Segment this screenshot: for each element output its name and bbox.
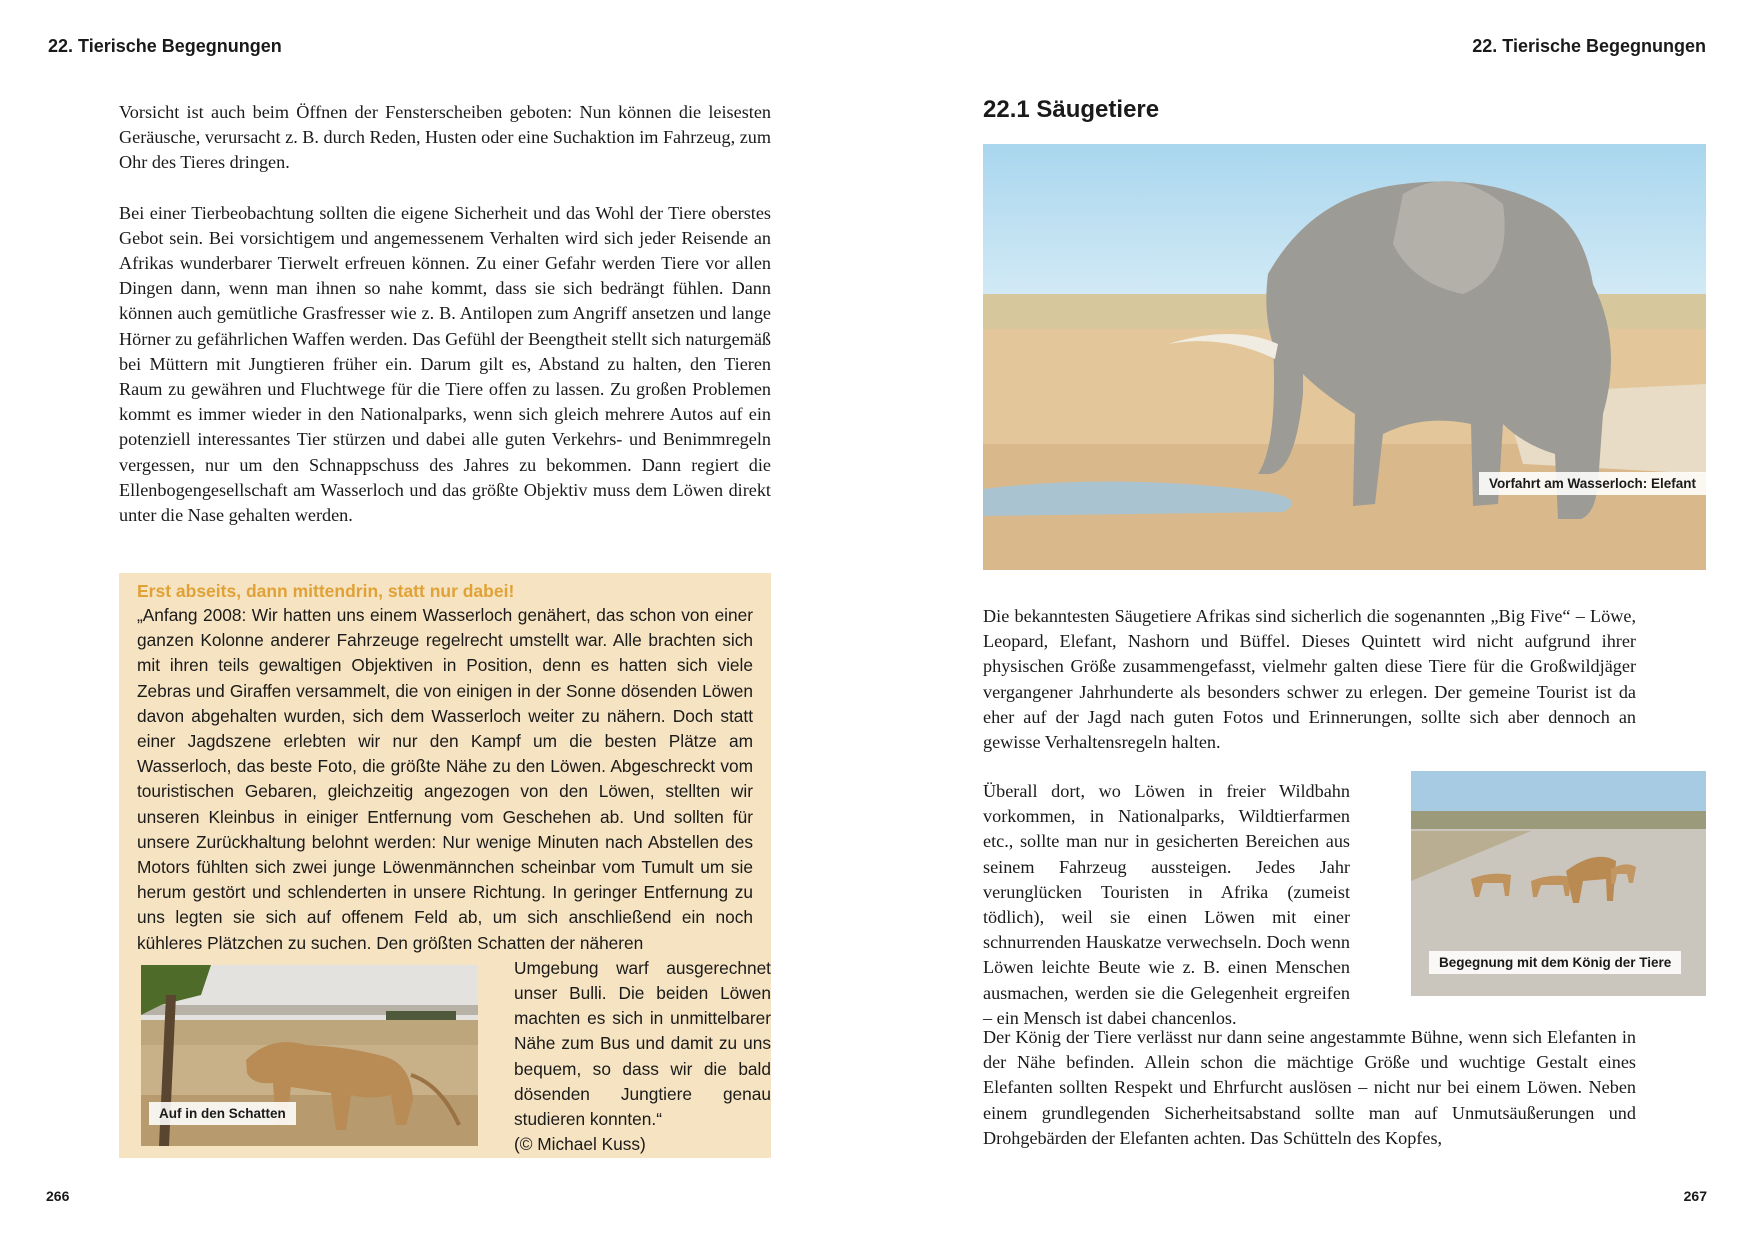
box-text: „Anfang 2008: Wir hatten uns einem Wasserloch genähert, das schon von einer ganzen Kolonne anderer Fahrzeuge regelrecht umstellt war. Alle brachten sich mit ihren teils gewaltigen Objektiven in Position, denn es hatten sich viele Zebras und Giraffen versammelt, die von einigen in der Sonne dösenden Löwen davon abgehalten wurden, sich dem Wasserloch weiter zu nähern. Doch statt einer Jagdszene erlebten wir nur den Kampf um die besten Plätze am Wasserloch, das beste Foto, die größte Nähe zu den Löwen. Abgeschreckt vom touristischen Gebaren, gleichzeitig angezogen von den Löwen, stellten wir unseren Kleinbus in einiger Entfernung vom Geschehen ab. Und sollten für unsere Zurückhaltung belohnt werden: Nur wenige Minuten nach Abstellen des Motors fühlten sich zwei junge Löwenmännchen scheinbar vom Tumult um sie herum gestört und schlenderten in unsere Richtung. In geringer Entfernung zu uns legten sie sich auf offenem Feld ab, um sich anschließend ein noch kühleres Plätzchen zu suchen. Den größten Schatten der näheren	[137, 605, 753, 953]
paragraph: Bei einer Tierbeobachtung sollten die eigene Sicherheit und das Wohl der Tiere oberstes Gebot sein. Bei vorsichtigem und angemessenem Verhalten wird sich jeder Reisende an Afrikas wunderbarer Tierwelt erfreuen können. Zu einer Gefahr werden Tiere vor allen Dingen dann, wenn man ihnen so nahe kommt, dass sie sich bedrängt fühlen. Dann können auch gemütliche Grasfresser wie z. B. Antilopen zum Angriff ansetzen und lange Hörner zu gefährlichen Waffen werden. Das Gefühl der Beengtheit stellt sich naturgemäß bei Müttern mit Jungtieren früher ein. Darum gilt es, Abstand zu halten, den Tieren Raum zu gewähren und Fluchtwege für die Tiere offen zu lassen. Zu großen Problemen kommt es immer wieder in den Nationalparks, wenn sich gleich mehrere Autos auf ein potenziell interessantes Tier stürzen und dabei alle guten Verkehrs- und Benimmregeln vergessen, nur um den Schnappschuss des Jahres zu bekommen. Dann regiert die Ellenbogengesellschaft am Wasserloch und das größte Objektiv muss dem Löwen direkt unter die Nase gehalten werden.	[119, 202, 771, 526]
lions-photo	[1411, 771, 1706, 996]
page-number-right: 267	[1683, 1188, 1707, 1204]
box-title: Erst abseits, dann mittendrin, statt nur dabei!	[137, 581, 515, 601]
box-text-continued: Umgebung warf ausgerechnet unser Bulli. Die beiden Löwen machten es sich in unmittelbarer Nähe zum Bus und damit zu uns bequem, so dass wir die bald dösenden Jungtiere genau studieren konnten.“	[514, 957, 771, 1130]
box-credit: (© Michael Kuss)	[514, 1134, 646, 1155]
paragraph: Der König der Tiere verlässt nur dann seine angestammte Bühne, wenn sich Elefanten in der Nähe befinden. Allein schon die mächtige Größe und wuchtige Gestalt eines Elefanten sollten Respekt und Ehrfurcht auslösen – nicht nur bei einem Löwen. Neben einem grundlegenden Sicherheitsabstand sollte man auf Unmutsäußerungen und Drohgebärden der Elefanten achten. Das Schütteln des Kopfes,	[983, 1027, 1636, 1148]
running-head-left: 22. Tierische Begegnungen	[48, 36, 282, 56]
paragraph: Vorsicht ist auch beim Öffnen der Fensterscheiben geboten: Nun können die leisesten Geräusche, verursacht z. B. durch Reden, Husten oder eine Suchaktion im Fahrzeug, zum Ohr des Tieres dringen.	[119, 102, 772, 173]
section-title: 22.1 Säugetiere	[983, 96, 1160, 123]
photo-caption: Begegnung mit dem König der Tiere	[1429, 951, 1681, 974]
running-head-right: 22. Tierische Begegnungen	[1472, 36, 1706, 56]
left-text-column	[119, 100, 771, 528]
paragraph: Überall dort, wo Löwen in freier Wildbahn vorkommen, in Nationalparks, Wildtierfarmen etc., sollte man nur in gesicherten Bereichen aus seinem Fahrzeug aussteigen. Jedes Jahr verunglücken Touristen in Afrika (zumeist tödlich), weil sie einen Löwen mit einer schnurrenden Hauskatze verwechseln. Doch wenn Löwen leichte Beute wie z. B. einen Menschen ausmachen, werden sie die Gelegenheit ergreifen – ein Mensch ist dabei chancenlos.	[983, 781, 1350, 1028]
photo-caption: Vorfahrt am Wasserloch: Elefant	[1479, 472, 1706, 495]
page-number-left: 266	[46, 1188, 70, 1204]
photo-caption: Auf in den Schatten	[149, 1102, 296, 1125]
elephant-photo	[983, 144, 1706, 570]
paragraph: Die bekanntesten Säugetiere Afrikas sind sicherlich die sogenannten „Big Five“ – Löwe, Leopard, Elefant, Nashorn und Büffel. Dieses Quintett wird nicht aufgrund ihrer physischen Größe zusammengefasst, vielmehr galten diese Tiere für die Großwildjäger vergangener Jahrhunderte als besonders schwer zu erlegen. Der gemeine Tourist ist da eher auf der Jagd nach guten Fotos und Erinnerungen, sollte sich aber dennoch an gewisse Verhaltensregeln halten.	[983, 606, 1636, 753]
lioness-photo	[141, 965, 478, 1146]
